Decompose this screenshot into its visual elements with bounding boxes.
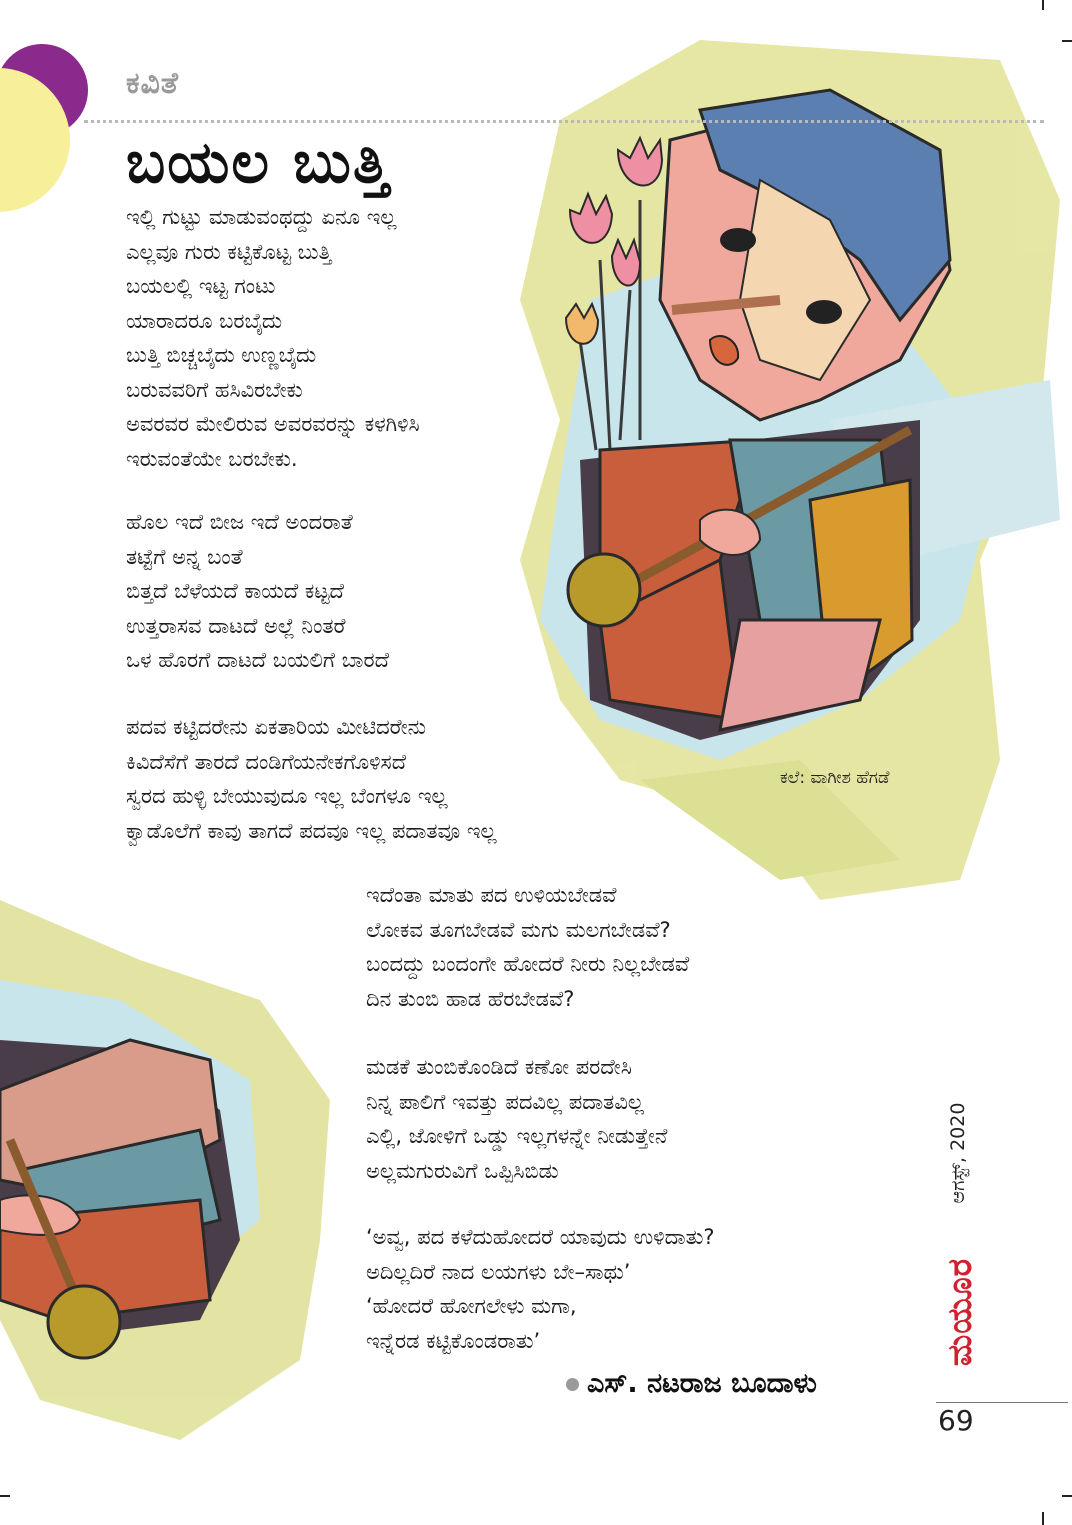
poem-line: ಬಂದದ್ದು ಬಂದಂಗೇ ಹೋದರೆ ನೀರು ನಿಲ್ಲಬೇಡವೆ (366, 952, 690, 976)
stanza-6 (366, 1220, 715, 1358)
poem-line: ಒಳ ಹೊರಗೆ ದಾಟದೆ ಬಯಲಿಗೆ ಬಾರದೆ (126, 648, 389, 672)
poem-line: ಅದಿಲ್ಲದಿರೆ ನಾದ ಲಯಗಳು ಬೇ–ಸಾಥು’ (366, 1259, 631, 1284)
poem-line: ಅಲ್ಲಮಗುರುವಿಗೆ ಒಪ್ಪಿಸಿಬಿಡು (366, 1158, 559, 1183)
section-label: ಕವಿತೆ (126, 66, 179, 101)
poem-line: ಇರುವಂತೆಯೇ ಬರಬೇಕು. (126, 446, 298, 471)
poem-line: ಲೋಕವ ತೂಗಬೇಡವೆ ಮಗು ಮಲಗಬೇಡವೆ? (366, 917, 671, 942)
stanza-5 (366, 1050, 667, 1188)
magazine-logo: ಮಯೂರ (940, 1257, 979, 1367)
poem-line: ಪದವ ಕಟ್ಟಿದರೇನು ಏಕತಾರಿಯ ಮೀಟಿದರೇನು (126, 715, 426, 739)
illustration-credit: ಕಲೆ: ವಾಗೀಶ ಹೆಗಡೆ (780, 768, 890, 788)
musician-figure-lower (0, 1040, 240, 1358)
poem-line: ಹೊಲ ಇದೆ ಬೀಜ ಇದೆ ಅಂದರಾತೆ (126, 510, 353, 534)
poem-line: ತಟ್ಟೆಗೆ ಅನ್ನ ಬಂತೆ (126, 544, 243, 569)
author-name: ಎಸ್‌. ನಟರಾಜ ಬೂದಾಳು (587, 1368, 817, 1399)
page-number: 69 (938, 1404, 974, 1437)
dotted-divider (84, 120, 1044, 123)
poem-line: ಅವರವರ ಮೇಲಿರುವ ಅವರವರನ್ನು ಕಳಗಿಳಿಸಿ (126, 412, 420, 436)
poem-line: ಬುತ್ತಿ ಬಿಚ್ಚಬೈದು ಉಣ್ಣಬೈದು (126, 343, 317, 367)
poem-line: ಮಡಕೆ ತುಂಬಿಕೊಂಡಿದೆ ಕಣೋ ಪರದೇಸಿ (366, 1055, 632, 1079)
poem-line: ದಿನ ತುಂಬಿ ಹಾಡ ಹೆರಬೇಡವೆ? (366, 986, 575, 1011)
poem-line: ಇದೆಂತಾ ಮಾತು ಪದ ಉಳಿಯಬೇಡವೆ (366, 883, 617, 907)
poem-line: ಎಲ್ಲವೂ ಗುರು ಕಟ್ಟಿಕೊಟ್ಟ ಬುತ್ತಿ (126, 239, 332, 264)
poem-line: ಸ್ವರದ ಹುಳ್ಳಿ ಬೇಯುವುದೂ ಇಲ್ಲ ಬೆಂಗಳೂ ಇಲ್ಲ (126, 784, 448, 808)
poem-line: ಬರುವವರಿಗೆ ಹಸಿವಿರಬೇಕು (126, 377, 303, 402)
poem-line: ಎಲ್ಲಿ, ಜೋಳಿಗೆ ಒಡ್ಡು ಇಲ್ಲಗಳನ್ನೇ ನೀಡುತ್ತೇನೆ (366, 1124, 668, 1148)
poem-line: ‘ಅವ್ವ, ಪದ ಕಳೆದುಹೋದರೆ ಯಾವುದು ಉಳಿದಾತು? (366, 1225, 715, 1249)
stanza-4 (366, 878, 689, 1016)
author-byline (566, 1368, 817, 1400)
poem-line: ಬಿತ್ತದೆ ಬೆಳೆಯದೆ ಕಾಯದೆ ಕಟ್ಟದೆ (126, 579, 344, 603)
poem-line: ಕ್ವಾಡೊಲೆಗೆ ಕಾವು ತಾಗದೆ ಪದವೂ ಇಲ್ಲ ಪದಾತವೂ ಇಲ್ಲ (126, 818, 497, 843)
footer-rule (936, 1402, 1068, 1403)
poem-line: ಯಾರಾದರೂ ಬರಬೈದು (126, 308, 283, 333)
poem-title: ಬಯಲ ಬುತ್ತಿ (126, 128, 391, 196)
stanza-2 (126, 505, 389, 678)
poem-line: ನಿನ್ನ ಪಾಲಿಗೆ ಇವತ್ತು ಪದವಿಲ್ಲ ಪದಾತವಿಲ್ಲ (366, 1089, 644, 1114)
issue-date: ಆಗಸ್ಟ್‌, 2020 (947, 1102, 969, 1204)
poem-line: ಇನ್ನೆರಡ ಕಟ್ಟಿಕೊಂಡರಾತು’ (366, 1328, 541, 1353)
poem-line: ಬಯಲಲ್ಲಿ ಇಟ್ಟ ಗಂಟು (126, 274, 276, 298)
bullet-dot (566, 1378, 579, 1391)
stanza-3 (126, 710, 497, 848)
poem-line: ಕಿವಿದೆಸೆಗೆ ತಾರದೆ ದಂಡಿಗೆಯನೇಕಗೊಳಿಸದೆ (126, 749, 407, 774)
poem-line: ಉತ್ತರಾಸವ ದಾಟದೆ ಅಲ್ಲೆ ನಿಂತರೆ (126, 613, 346, 638)
poem-line: ಇಲ್ಲಿ ಗುಟ್ಟು ಮಾಡುವಂಥದ್ದು ಏನೂ ಇಲ್ಲ (126, 205, 397, 229)
stanza-1 (126, 200, 420, 476)
poem-line: ‘ಹೋದರೆ ಹೋಗಲೇಳು ಮಗಾ, (366, 1294, 577, 1318)
